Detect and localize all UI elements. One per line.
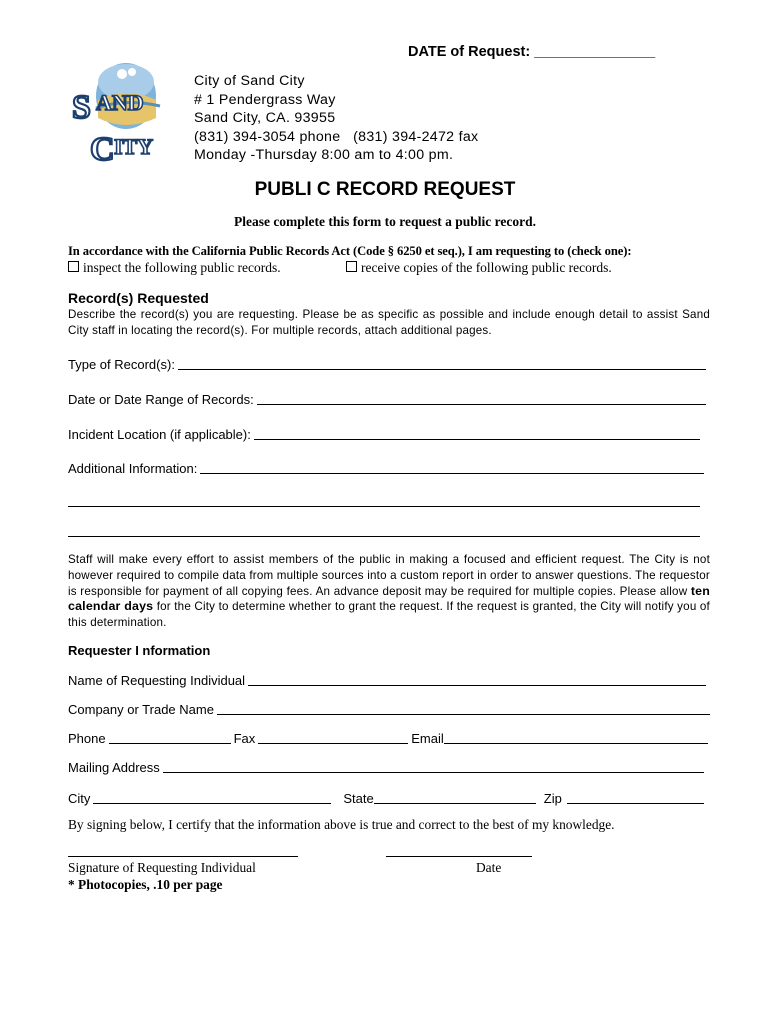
- address-line: Sand City, CA. 93955: [194, 110, 336, 127]
- option-copies[interactable]: [346, 260, 612, 276]
- zip-label: Zip: [543, 791, 562, 806]
- svg-text:S: S: [72, 89, 91, 126]
- date-label: Date: [476, 860, 502, 875]
- svg-text:AND: AND: [96, 90, 144, 115]
- company-input[interactable]: [217, 702, 710, 715]
- requester-name-field[interactable]: [68, 670, 706, 688]
- type-of-records-field[interactable]: [68, 354, 706, 372]
- fax-label: Fax: [233, 731, 256, 746]
- form-subtitle: Please complete this form to request a public record.: [233, 214, 537, 229]
- requester-name-input[interactable]: [248, 673, 706, 686]
- signature-line[interactable]: [68, 856, 298, 857]
- city-state-zip-row: [68, 788, 704, 806]
- records-heading: Record(s) Requested: [68, 290, 209, 306]
- footnote: * Photocopies, .10 per page: [68, 877, 223, 892]
- phone-fax-email-row: [68, 728, 708, 746]
- signature-label: Signature of Requesting Individual: [68, 860, 256, 875]
- address-line: (831) 394-3054 phone (831) 394-2472 fax: [194, 128, 479, 145]
- additional-info-line-2[interactable]: [68, 491, 700, 509]
- additional-info-line-3[interactable]: [68, 521, 700, 539]
- incident-location-field[interactable]: [68, 424, 700, 442]
- date-range-field[interactable]: [68, 389, 706, 407]
- requester-heading: Requester I nformation: [68, 643, 211, 658]
- phone-input[interactable]: [109, 731, 231, 744]
- staff-note: [68, 552, 710, 631]
- staff-note-part1: Staff will make every effort to assist members of the public in making a focused and efficient request. The City is not however required to compile data from multiple sources into a custom report in order to answer questions. The requestor is responsible for payment of all copying fees. An advance deposit may be required for multiple copies. Please allow: [68, 553, 710, 598]
- email-label: Email: [411, 731, 444, 746]
- additional-info-input-3[interactable]: [68, 524, 700, 537]
- staff-note-emphasis: ten calendar days: [68, 583, 710, 614]
- mailing-address-label: Mailing Address: [68, 760, 160, 775]
- incident-location-label: Incident Location (if applicable):: [68, 427, 251, 442]
- requester-name-label: Name of Requesting Individual: [68, 673, 246, 688]
- date-range-label: Date or Date Range of Records:: [68, 392, 254, 407]
- fax-input[interactable]: [258, 731, 408, 744]
- additional-info-label: Additional Information:: [68, 461, 198, 476]
- phone-label: Phone: [68, 731, 106, 746]
- date-range-input[interactable]: [257, 392, 706, 405]
- checkbox-copies[interactable]: [346, 261, 357, 272]
- company-label: Company or Trade Name: [68, 702, 214, 717]
- additional-info-input-2[interactable]: [68, 494, 700, 507]
- date-line[interactable]: [386, 856, 532, 857]
- type-of-records-input[interactable]: [178, 357, 706, 370]
- records-description: Describe the record(s) you are requesting. Please be as specific as possible and include enough detail to assist Sand City staff in locating the record(s). For multiple records, attach additional pages.: [68, 308, 710, 337]
- address-line: City of Sand City: [194, 73, 305, 89]
- svg-text:ITY: ITY: [114, 134, 154, 159]
- option-inspect-label: inspect the following public records.: [83, 260, 281, 275]
- sand-city-logo: [70, 56, 176, 168]
- certify-text: By signing below, I certify that the information above is true and correct to the best of my knowledge.: [68, 817, 615, 832]
- city-label: City: [68, 791, 91, 806]
- state-label: State: [343, 791, 374, 806]
- accordance-text: In accordance with the California Public Records Act (Code § 6250 et seq.), I am requesting to (check one):: [68, 244, 632, 258]
- mailing-address-field[interactable]: [68, 757, 704, 775]
- mailing-address-input[interactable]: [163, 760, 704, 773]
- staff-note-part2: for the City to determine whether to grant the request. If the request is granted, the City will notify you of this determination.: [68, 600, 710, 630]
- svg-text:C: C: [90, 131, 115, 168]
- address-line: # 1 Pendergrass Way: [194, 91, 336, 108]
- type-of-records-label: Type of Record(s):: [68, 357, 175, 372]
- city-address-block: [194, 72, 478, 165]
- city-input[interactable]: [93, 791, 331, 804]
- company-field[interactable]: [68, 699, 710, 717]
- state-input[interactable]: [374, 791, 536, 804]
- checkbox-inspect[interactable]: [68, 261, 79, 272]
- option-inspect[interactable]: [68, 260, 281, 276]
- additional-info-field[interactable]: [68, 458, 704, 476]
- page-title: PUBLI C RECORD REQUEST: [254, 179, 516, 200]
- option-copies-label: receive copies of the following public records.: [361, 260, 612, 275]
- date-of-request-label: DATE of Request: _______________: [408, 44, 656, 60]
- email-input[interactable]: [444, 731, 708, 744]
- zip-input[interactable]: [567, 791, 704, 804]
- address-line: Monday -Thursday 8:00 am to 4:00 pm.: [194, 147, 454, 164]
- additional-info-input[interactable]: [200, 461, 704, 474]
- incident-location-input[interactable]: [254, 427, 700, 440]
